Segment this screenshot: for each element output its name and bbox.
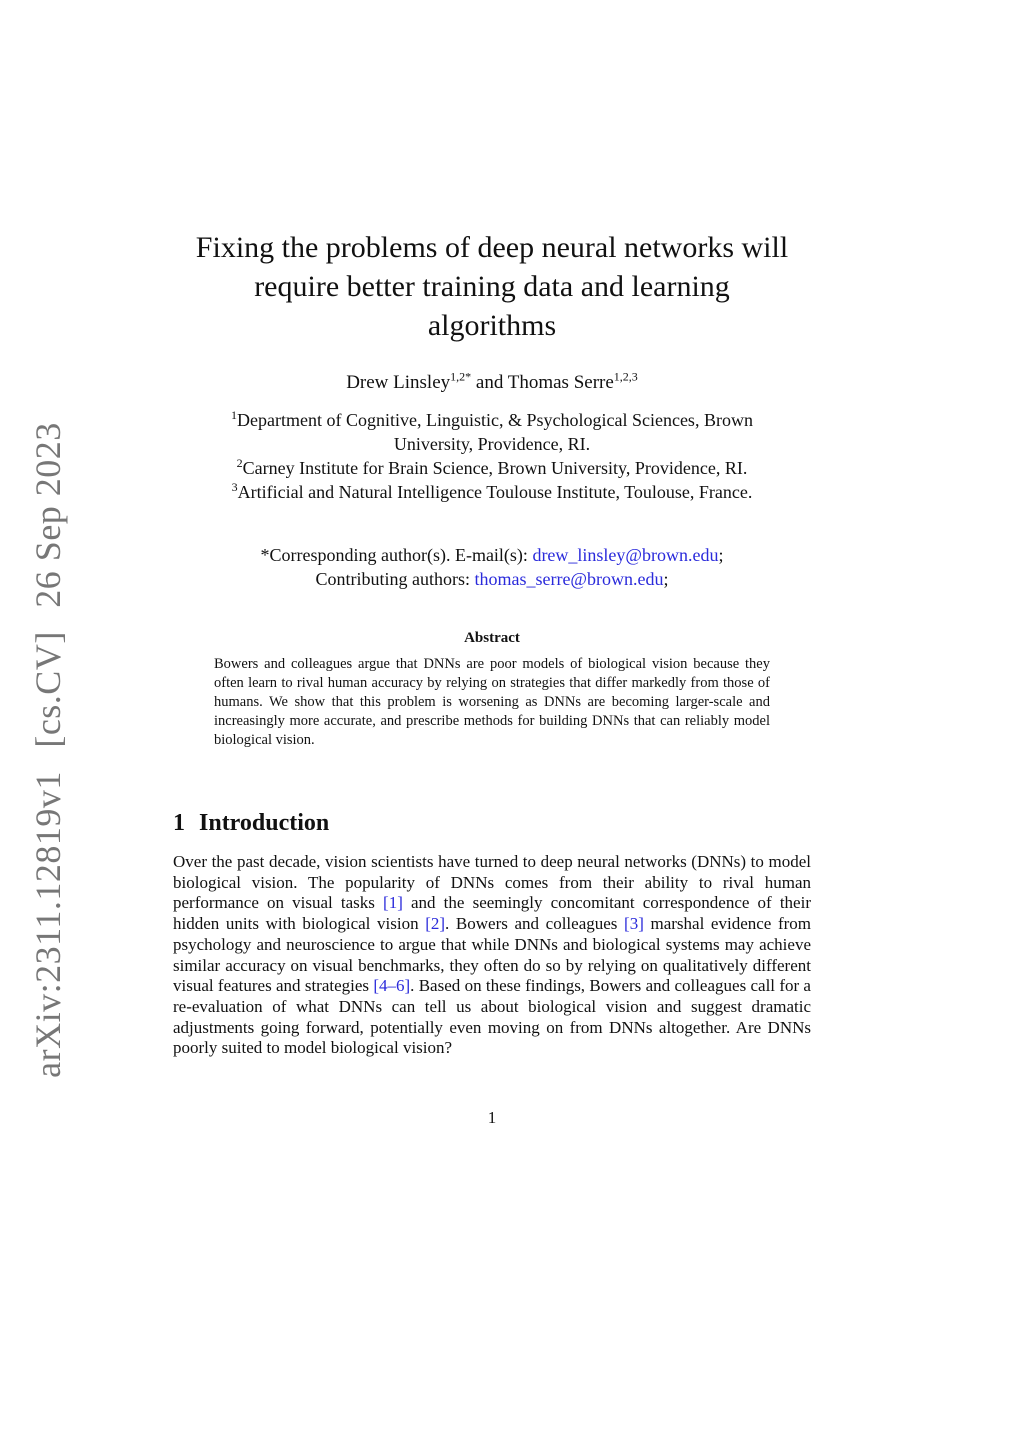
correspondence (180, 543, 804, 591)
contributing-label: Contributing authors: (315, 569, 475, 589)
intro-paragraph (173, 852, 811, 1059)
affil-text: Carney Institute for Brain Science, Brown University, Providence, RI. (242, 458, 748, 478)
arxiv-category: [cs.CV] (28, 631, 68, 748)
body-text: . Bowers and colleagues (445, 914, 625, 934)
separator: ; (718, 545, 724, 565)
affiliations (180, 408, 804, 504)
section-number: 1 (173, 810, 185, 836)
affiliation (180, 408, 804, 432)
body-text: marshal evidence from psychology and neuroscience to argue that while DNNs and biological systems may achieve similar accuracy on visual benchmarks, they often do so by relying on qualitatively different visual features and strategies (173, 914, 811, 996)
author-name: Thomas Serre (507, 372, 614, 393)
citation-link[interactable]: [2] (425, 914, 446, 934)
correspondence-label: *Corresponding author(s). E-mail(s): (260, 545, 533, 565)
contributing-line (180, 567, 804, 591)
email-link[interactable]: thomas_serre@brown.edu (474, 569, 664, 589)
email-link[interactable]: drew_linsley@brown.edu (532, 545, 719, 565)
affil-marker: 2 (236, 456, 243, 470)
affiliation (180, 480, 804, 504)
abstract-text: Bowers and colleagues argue that DNNs are poor models of biological vision because they often learn to rival human accuracy by relying on strategies that differ markedly from those of humans. We show that this problem is worsening as DNNs are becoming larger-scale and increasingly more accurate, and prescribe methods for building DNNs that can reliably model biological vision. (214, 656, 770, 748)
affil-marker: 1 (231, 408, 238, 422)
citation-link[interactable]: [4–6] (373, 976, 411, 996)
abstract-heading: Abstract (464, 630, 520, 646)
page-number: 1 (487, 1108, 497, 1127)
arxiv-side-stamp (27, 415, 69, 1085)
separator: ; (663, 569, 669, 589)
title-line: Fixing the problems of deep neural networks will (195, 231, 789, 264)
affiliation (180, 456, 804, 480)
body-text: . Based on these findings, Bowers and colleagues call for a re-evaluation of what DNNs can tell us about biological vision and suggest dramatic adjustments going forward, potentially even moving on from DNNs altogether. Are DNNs poorly suited to model biological vision? (173, 976, 811, 1058)
arxiv-date: 26 Sep 2023 (28, 422, 68, 608)
affiliation-cont: University, Providence, RI. (393, 434, 591, 454)
body-text: Over the past decade, vision scientists have turned to deep neural networks (DNNs) to model biological vision. The popularity of DNNs comes from their ability to rival human performance on visual tasks (173, 852, 811, 913)
correspondence-line (180, 543, 804, 567)
author-affil-marker: 1,2,3 (613, 369, 638, 384)
author-conjunction: and (471, 372, 508, 393)
paper-title (190, 228, 794, 345)
section-heading (173, 810, 813, 837)
citation-link[interactable]: [3] (624, 914, 644, 934)
arxiv-id: arXiv:2311.12819v1 (28, 771, 68, 1078)
affil-text: Artificial and Natural Intelligence Toulouse Institute, Toulouse, France. (237, 482, 753, 502)
affil-marker: 3 (231, 480, 238, 494)
body-text: and the seemingly concomitant correspondence of their hidden units with biological vision (173, 893, 811, 934)
title-line: require better training data and learning (254, 270, 730, 303)
author-affil-marker: 1,2* (450, 369, 472, 384)
section-title: Introduction (199, 810, 330, 836)
affil-text: Department of Cognitive, Linguistic, & Psychological Sciences, Brown (237, 410, 753, 430)
author-name: Drew Linsley (346, 372, 451, 393)
author-list (190, 369, 794, 394)
citation-link[interactable]: [1] (383, 893, 403, 913)
title-line: algorithms (427, 309, 557, 342)
